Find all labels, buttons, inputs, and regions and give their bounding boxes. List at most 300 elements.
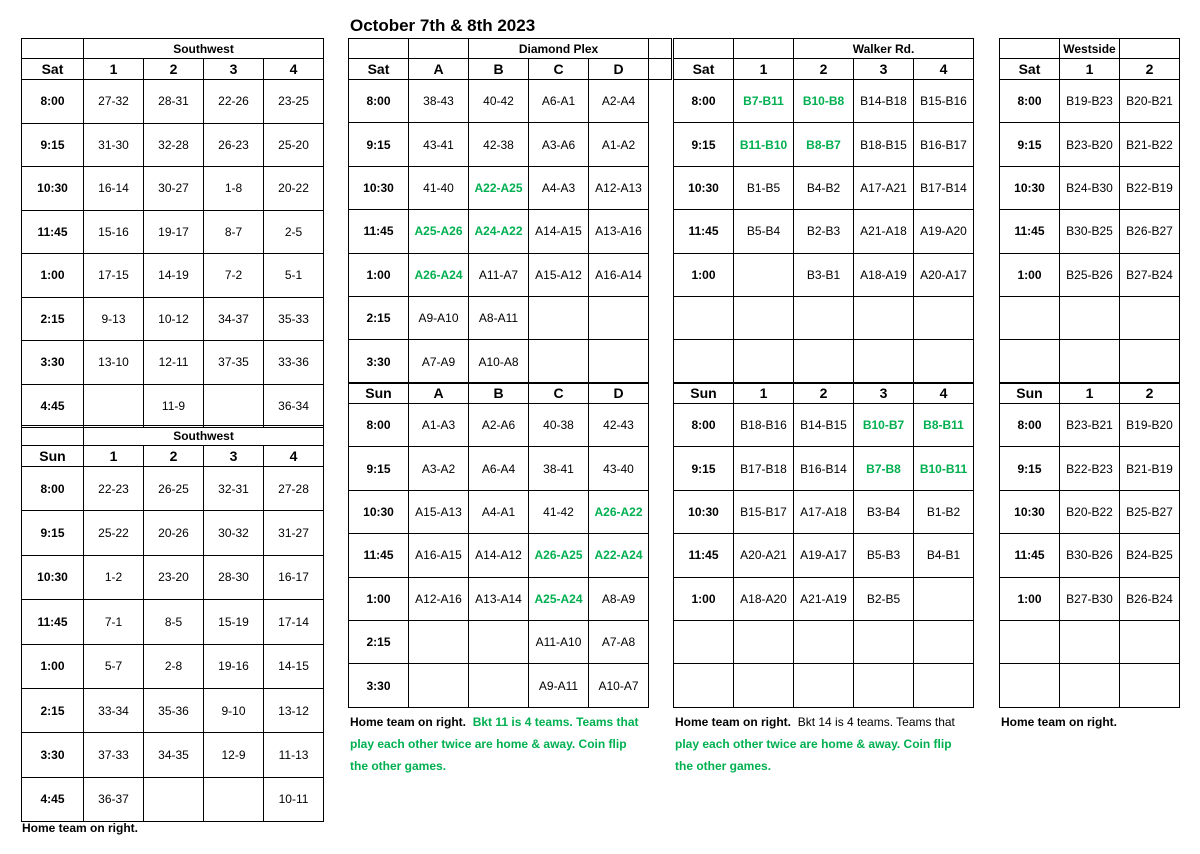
day-label: Sat [22, 59, 84, 80]
game-cell [1060, 296, 1120, 339]
day-label: Sat [349, 59, 409, 80]
diamond-home-note: Home team on right. [350, 715, 467, 729]
blank-cell [1000, 39, 1060, 59]
diamond-plex-sunday-table [348, 382, 649, 708]
column-header: 3 [854, 383, 914, 404]
game-cell: A3-A2 [409, 447, 469, 490]
game-cell: B5-B3 [854, 534, 914, 577]
table-row [22, 254, 324, 298]
game-cell: 27-28 [264, 467, 324, 511]
game-cell [529, 296, 589, 339]
time-slot: 10:30 [22, 167, 84, 211]
game-cell: 19-17 [144, 210, 204, 254]
game-cell: A12-A13 [589, 166, 649, 209]
table-row [22, 297, 324, 341]
time-slot: 8:00 [1000, 404, 1060, 447]
game-cell [854, 340, 914, 383]
game-cell: A21-A18 [854, 210, 914, 253]
game-cell [914, 664, 974, 707]
game-cell: 34-37 [204, 297, 264, 341]
game-cell: A6-A1 [529, 80, 589, 123]
time-slot [1000, 340, 1060, 383]
game-cell: A24-A22 [469, 210, 529, 253]
game-cell: 17-15 [84, 254, 144, 298]
table-row [349, 123, 649, 166]
column-header-row [674, 383, 974, 404]
game-cell: B4-B1 [914, 534, 974, 577]
game-cell: B19-B23 [1060, 80, 1120, 123]
time-slot: 8:00 [349, 80, 409, 123]
column-header: 1 [734, 59, 794, 80]
game-cell: 38-43 [409, 80, 469, 123]
game-cell: A20-A21 [734, 534, 794, 577]
game-cell: A11-A10 [529, 620, 589, 663]
time-slot [674, 620, 734, 663]
game-cell: 40-38 [529, 404, 589, 447]
game-cell [854, 620, 914, 663]
game-cell: A25-A24 [529, 577, 589, 620]
table-row [349, 210, 649, 253]
game-cell: B27-B30 [1060, 577, 1120, 620]
game-cell [794, 620, 854, 663]
game-cell: A15-A12 [529, 253, 589, 296]
westside-home-note: Home team on right. [1001, 715, 1118, 729]
game-cell: B24-B30 [1060, 166, 1120, 209]
walker-note-line1: Bkt 14 is 4 teams. Teams that [797, 715, 955, 729]
westside-saturday-table [999, 38, 1180, 384]
game-cell: B7-B8 [854, 447, 914, 490]
game-cell: 9-10 [204, 688, 264, 732]
time-slot [674, 340, 734, 383]
table-row [674, 447, 974, 490]
game-cell: A26-A22 [589, 490, 649, 533]
time-slot [1000, 620, 1060, 663]
table-row [1000, 620, 1180, 663]
game-cell [914, 340, 974, 383]
table-row [22, 644, 324, 688]
column-header: 1 [84, 59, 144, 80]
game-cell: 2-8 [144, 644, 204, 688]
column-header: 4 [914, 383, 974, 404]
game-cell [204, 777, 264, 821]
column-header: B [469, 59, 529, 80]
time-slot: 11:45 [674, 534, 734, 577]
table-row [22, 467, 324, 511]
table-row [674, 210, 974, 253]
table-row [674, 620, 974, 663]
time-slot: 11:45 [674, 210, 734, 253]
blank-cell [349, 39, 409, 59]
column-header-row [1000, 383, 1180, 404]
game-cell: 37-33 [84, 733, 144, 777]
game-cell: 1-2 [84, 555, 144, 599]
time-slot: 2:15 [22, 297, 84, 341]
game-cell: 32-28 [144, 123, 204, 167]
game-cell [734, 296, 794, 339]
column-header: 3 [204, 446, 264, 467]
time-slot: 10:30 [349, 166, 409, 209]
column-header-row [349, 59, 649, 80]
game-cell: 8-5 [144, 600, 204, 644]
game-cell [734, 664, 794, 707]
game-cell: A18-A19 [854, 253, 914, 296]
game-cell [914, 620, 974, 663]
time-slot: 8:00 [22, 80, 84, 124]
westside-sunday-table [999, 382, 1180, 708]
time-slot: 11:45 [349, 210, 409, 253]
time-slot: 9:15 [674, 447, 734, 490]
game-cell: 26-23 [204, 123, 264, 167]
time-slot: 1:00 [1000, 577, 1060, 620]
separator-cell [649, 39, 672, 59]
column-header: 1 [734, 383, 794, 404]
table-row [1000, 534, 1180, 577]
game-cell: A19-A20 [914, 210, 974, 253]
table-row [349, 166, 649, 209]
game-cell: B22-B23 [1060, 447, 1120, 490]
walker-note-line2: play each other twice are home & away. Coin flip [675, 737, 952, 751]
game-cell: 23-25 [264, 80, 324, 124]
game-cell: A3-A6 [529, 123, 589, 166]
game-cell: B25-B27 [1120, 490, 1180, 533]
game-cell: A10-A8 [469, 340, 529, 383]
time-slot [1000, 664, 1060, 707]
game-cell [589, 296, 649, 339]
game-cell: A2-A4 [589, 80, 649, 123]
game-cell [1120, 664, 1180, 707]
game-cell: 14-19 [144, 254, 204, 298]
column-header: A [409, 59, 469, 80]
time-slot: 8:00 [1000, 80, 1060, 123]
table-row [1000, 490, 1180, 533]
game-cell: B27-B24 [1120, 253, 1180, 296]
diamond-note-line1: Bkt 11 is 4 teams. Teams that [472, 715, 639, 729]
column-header: 3 [854, 59, 914, 80]
game-cell: 5-1 [264, 254, 324, 298]
game-cell: 35-36 [144, 688, 204, 732]
southwest-saturday-table [21, 38, 324, 428]
table-row [1000, 166, 1180, 209]
column-header: 2 [794, 383, 854, 404]
game-cell: 17-14 [264, 600, 324, 644]
southwest-sunday-table [21, 425, 324, 822]
game-cell [1060, 620, 1120, 663]
game-cell: 1-8 [204, 167, 264, 211]
game-cell [734, 340, 794, 383]
game-cell: 30-32 [204, 511, 264, 555]
game-cell: B21-B22 [1120, 123, 1180, 166]
column-header: 2 [1120, 383, 1180, 404]
time-slot: 8:00 [674, 80, 734, 123]
table-row [674, 253, 974, 296]
game-cell [589, 340, 649, 383]
game-cell: 20-26 [144, 511, 204, 555]
game-cell [84, 384, 144, 428]
game-cell: B7-B11 [734, 80, 794, 123]
game-cell: B20-B21 [1120, 80, 1180, 123]
game-cell: 34-35 [144, 733, 204, 777]
game-cell: 36-37 [84, 777, 144, 821]
game-cell [204, 384, 264, 428]
separator-cell [649, 59, 672, 80]
column-header-row [1000, 59, 1180, 80]
table-row [1000, 210, 1180, 253]
game-cell: A13-A16 [589, 210, 649, 253]
game-cell: 28-30 [204, 555, 264, 599]
column-header: 4 [264, 59, 324, 80]
time-slot: 9:15 [22, 511, 84, 555]
game-cell: 19-16 [204, 644, 264, 688]
table-row [1000, 447, 1180, 490]
game-cell: A14-A12 [469, 534, 529, 577]
game-cell: B16-B14 [794, 447, 854, 490]
game-cell: 42-43 [589, 404, 649, 447]
game-cell: A11-A7 [469, 253, 529, 296]
game-cell [1120, 340, 1180, 383]
diamond-note-line3: the other games. [350, 759, 447, 773]
game-cell [409, 620, 469, 663]
game-cell: 31-30 [84, 123, 144, 167]
game-cell [1060, 664, 1120, 707]
walker-note-line3: the other games. [675, 759, 772, 773]
time-slot: 9:15 [349, 123, 409, 166]
table-row [1000, 80, 1180, 123]
game-cell [734, 620, 794, 663]
table-row [22, 384, 324, 428]
game-cell: A2-A6 [469, 404, 529, 447]
game-cell: A13-A14 [469, 577, 529, 620]
game-cell: 27-32 [84, 80, 144, 124]
time-slot: 4:45 [22, 777, 84, 821]
day-label: Sun [674, 383, 734, 404]
game-cell: A1-A2 [589, 123, 649, 166]
game-cell: B8-B11 [914, 404, 974, 447]
game-cell [914, 577, 974, 620]
venue-row [22, 426, 324, 446]
time-slot: 11:45 [349, 534, 409, 577]
game-cell: B1-B2 [914, 490, 974, 533]
game-cell [854, 664, 914, 707]
walker-home-note: Home team on right. [675, 715, 792, 729]
time-slot: 9:15 [674, 123, 734, 166]
time-slot: 8:00 [674, 404, 734, 447]
game-cell: B3-B4 [854, 490, 914, 533]
game-cell: B8-B7 [794, 123, 854, 166]
separator-column [648, 38, 672, 80]
game-cell: A4-A3 [529, 166, 589, 209]
time-slot: 1:00 [22, 644, 84, 688]
game-cell: A4-A1 [469, 490, 529, 533]
game-cell: B2-B3 [794, 210, 854, 253]
table-row [1000, 253, 1180, 296]
game-cell: 13-10 [84, 341, 144, 385]
time-slot: 8:00 [349, 404, 409, 447]
column-header: 2 [794, 59, 854, 80]
game-cell: A12-A16 [409, 577, 469, 620]
game-cell [794, 664, 854, 707]
game-cell: 16-17 [264, 555, 324, 599]
game-cell: B10-B7 [854, 404, 914, 447]
game-cell: 37-35 [204, 341, 264, 385]
table-row [22, 555, 324, 599]
game-cell: 25-20 [264, 123, 324, 167]
time-slot: 1:00 [674, 253, 734, 296]
game-cell: 11-13 [264, 733, 324, 777]
game-cell: A8-A11 [469, 296, 529, 339]
time-slot: 9:15 [1000, 123, 1060, 166]
day-label: Sat [1000, 59, 1060, 80]
time-slot: 2:15 [22, 688, 84, 732]
time-slot [674, 296, 734, 339]
venue-row [1000, 39, 1180, 59]
column-header: 2 [1120, 59, 1180, 80]
column-header-row [22, 446, 324, 467]
table-row [674, 340, 974, 383]
game-cell: A7-A8 [589, 620, 649, 663]
table-row [349, 577, 649, 620]
game-cell: B21-B19 [1120, 447, 1180, 490]
game-cell: B15-B16 [914, 80, 974, 123]
game-cell [1120, 296, 1180, 339]
table-row [22, 167, 324, 211]
time-slot: 1:00 [22, 254, 84, 298]
game-cell: B18-B16 [734, 404, 794, 447]
game-cell [914, 296, 974, 339]
table-row [674, 80, 974, 123]
column-header: 3 [204, 59, 264, 80]
game-cell: A22-A25 [469, 166, 529, 209]
time-slot [674, 664, 734, 707]
game-cell: A16-A14 [589, 253, 649, 296]
game-cell: 28-31 [144, 80, 204, 124]
table-row [1000, 340, 1180, 383]
game-cell: 25-22 [84, 511, 144, 555]
game-cell: 40-42 [469, 80, 529, 123]
diamond-note-line2: play each other twice are home & away. Coin flip [350, 737, 627, 751]
game-cell: 8-7 [204, 210, 264, 254]
table-row [22, 733, 324, 777]
table-row [22, 210, 324, 254]
table-row [349, 253, 649, 296]
table-row [674, 577, 974, 620]
table-row [22, 123, 324, 167]
game-cell: B25-B26 [1060, 253, 1120, 296]
game-cell: 23-20 [144, 555, 204, 599]
column-header: C [529, 59, 589, 80]
table-row [349, 340, 649, 383]
game-cell: 22-26 [204, 80, 264, 124]
southwest-note [22, 817, 138, 839]
game-cell: 33-34 [84, 688, 144, 732]
game-cell: B18-B15 [854, 123, 914, 166]
time-slot: 10:30 [1000, 166, 1060, 209]
time-slot: 3:30 [22, 733, 84, 777]
game-cell: 5-7 [84, 644, 144, 688]
game-cell: 12-11 [144, 341, 204, 385]
game-cell: B3-B1 [794, 253, 854, 296]
day-label: Sun [1000, 383, 1060, 404]
column-header: 1 [1060, 59, 1120, 80]
blank-cell [1120, 39, 1180, 59]
game-cell: A8-A9 [589, 577, 649, 620]
game-cell: A19-A17 [794, 534, 854, 577]
time-slot [1000, 296, 1060, 339]
game-cell: A7-A9 [409, 340, 469, 383]
time-slot: 2:15 [349, 296, 409, 339]
game-cell [734, 253, 794, 296]
game-cell: 16-14 [84, 167, 144, 211]
page-title: October 7th & 8th 2023 [350, 16, 536, 35]
diamond-plex-saturday-table [348, 38, 649, 384]
walker-rd-sunday-table [673, 382, 974, 708]
game-cell: B26-B24 [1120, 577, 1180, 620]
game-cell: 2-5 [264, 210, 324, 254]
game-cell [854, 296, 914, 339]
game-cell: B17-B18 [734, 447, 794, 490]
table-row [674, 534, 974, 577]
table-row [349, 404, 649, 447]
time-slot: 1:00 [674, 577, 734, 620]
column-header: B [469, 383, 529, 404]
game-cell: 9-13 [84, 297, 144, 341]
table-row [674, 664, 974, 707]
game-cell: B16-B17 [914, 123, 974, 166]
venue-label: Walker Rd. [794, 39, 974, 59]
walker-rd-saturday-table [673, 38, 974, 384]
table-row [349, 296, 649, 339]
game-cell: B11-B10 [734, 123, 794, 166]
game-cell: 32-31 [204, 467, 264, 511]
game-cell: 38-41 [529, 447, 589, 490]
venue-label: Diamond Plex [469, 39, 649, 59]
blank-cell [409, 39, 469, 59]
game-cell [794, 340, 854, 383]
game-cell: B22-B19 [1120, 166, 1180, 209]
game-cell: 10-11 [264, 777, 324, 821]
game-cell [794, 296, 854, 339]
table-row [349, 490, 649, 533]
time-slot: 8:00 [22, 467, 84, 511]
game-cell: A1-A3 [409, 404, 469, 447]
game-cell: 7-1 [84, 600, 144, 644]
game-cell: A18-A20 [734, 577, 794, 620]
table-row [1000, 577, 1180, 620]
game-cell: 30-27 [144, 167, 204, 211]
time-slot: 10:30 [674, 166, 734, 209]
venue-row [349, 39, 649, 59]
time-slot: 4:45 [22, 384, 84, 428]
game-cell: A14-A15 [529, 210, 589, 253]
table-row [22, 80, 324, 124]
time-slot: 10:30 [349, 490, 409, 533]
game-cell: 43-41 [409, 123, 469, 166]
game-cell: 7-2 [204, 254, 264, 298]
venue-label: Southwest [84, 426, 324, 446]
game-cell [409, 664, 469, 707]
game-cell: 41-42 [529, 490, 589, 533]
game-cell: 22-23 [84, 467, 144, 511]
column-header-row [22, 59, 324, 80]
time-slot: 11:45 [22, 600, 84, 644]
time-slot: 1:00 [349, 577, 409, 620]
game-cell: A26-A25 [529, 534, 589, 577]
column-header: 2 [144, 446, 204, 467]
column-header-row [349, 383, 649, 404]
game-cell: B30-B26 [1060, 534, 1120, 577]
table-row [349, 80, 649, 123]
time-slot: 2:15 [349, 620, 409, 663]
column-header: 4 [914, 59, 974, 80]
